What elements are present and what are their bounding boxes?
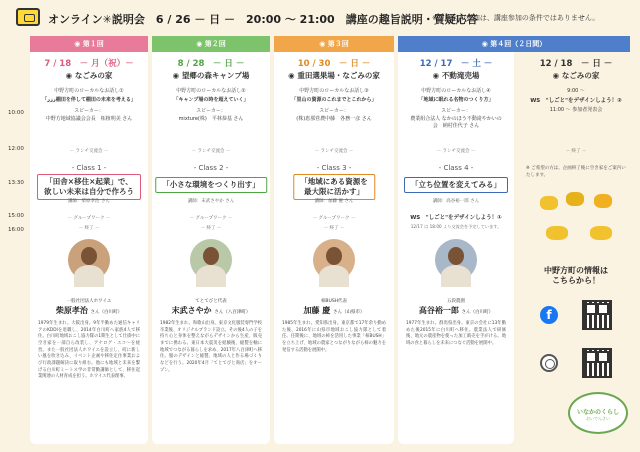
session-4-class-title: 「立ち位置を変えてみる」 <box>404 177 508 193</box>
day2-workshop: WS "しごと"をデザインしよう！② <box>530 98 622 104</box>
session-3-header: ◉ 第３回 <box>274 36 394 52</box>
session-4-column <box>398 36 547 444</box>
day2-finish: － 終了 － <box>565 149 587 154</box>
day2-venue: ◉ なごみの家 <box>552 71 600 80</box>
session-2-speaker: mixture(株) 平林恭基 さん <box>178 116 244 122</box>
dog-illustration <box>590 226 612 240</box>
session-1-lecturer: 講師：柴原孝治 さん <box>68 199 110 204</box>
session-3-class-title: 「地域にある資源を 最大限に活かす」 <box>293 174 375 200</box>
day2-presentation: 11:00 ～ 参加者発表会 <box>549 107 603 113</box>
time-label-1500: 15:00 <box>8 213 24 219</box>
session-4-speaker-label: スピーカー： <box>441 108 471 114</box>
session-1-talk-title: 「ززز棚田を伴して棚田の未来を考える」 <box>42 97 136 103</box>
session-3-talk-title: 「里山の資源のこれまでとこれから」 <box>291 97 377 103</box>
session-2-lecturer-name: 末武さやか さん（八百津町） <box>171 306 251 315</box>
online-briefing-title: オンライン✳説明会 6 / 26 － 日 － 20:00 ～ 21:00 講座の趣旨説明・質疑応答 <box>48 13 478 26</box>
session-4-class-label: - Class 4 - <box>438 164 474 172</box>
session-2-lecturer: 講師：末武さやか さん <box>187 199 235 204</box>
time-label-1000: 10:00 <box>8 110 24 116</box>
session-1-date: 7 / 18 － 月（祝）－ <box>44 59 134 69</box>
session-1-finish: － 終了 － <box>78 226 100 231</box>
gourd-illustration <box>566 192 584 206</box>
session-4-lunch: － ランチ交流会 － <box>436 149 476 154</box>
tv-icon <box>16 8 40 26</box>
session-3-speaker: (株)恵那営農中藤 各務一彦 さん <box>296 116 372 122</box>
day2-time: 9:00 ～ <box>567 88 585 94</box>
session-4-lecturer: 講師：高谷裕一郎 さん <box>432 199 480 204</box>
inaka-no-kurashi-logo: いなかのくらし おいでんさい <box>568 392 628 434</box>
session-3-speaker-label: スピーカー： <box>319 108 349 114</box>
session-1-speaker-label: スピーカー： <box>74 108 104 114</box>
fruit-illustration <box>540 196 558 210</box>
session-1-column <box>30 36 148 444</box>
session-2-lecturer-photo <box>190 239 232 281</box>
session-4-day2-column <box>518 36 634 444</box>
session-3-date: 10 / 30 － 日 － <box>297 59 371 69</box>
session-4-lecturer-photo <box>435 239 477 281</box>
session-2-class-label: - Class 2 - <box>193 164 229 172</box>
session-4-talk-intro: 中野方町のローカルなお話し④ <box>421 88 491 94</box>
session-1-class-title: 「田舎×移住×起業」で、 欲しい未来は自分で作ろう <box>37 174 141 200</box>
session-2-talk-intro: 中野方町のローカルなお話し② <box>176 88 246 94</box>
session-3-lecturer-name: 加藤 慶 さん（山県市） <box>303 306 365 315</box>
session-1-speaker: 中野方地域協議会会長 柘植明美 さん <box>45 116 133 122</box>
website-qr-code <box>582 348 612 378</box>
session-2-class-title: 「小さな環境をつくり出す」 <box>155 177 267 193</box>
session-2-header: ◉ 第２回 <box>152 36 270 52</box>
session-3-column <box>274 36 394 444</box>
website-icon[interactable] <box>540 354 558 372</box>
person-illustration <box>594 194 612 208</box>
day2-note: ※ ご希望の方は、企画終了後に空き家をご案内いたします。 <box>526 166 626 178</box>
header-bar <box>0 0 640 36</box>
session-3-lecturer: 講師：加藤 慶 さん <box>314 199 354 204</box>
session-4-speaker: 農業組合法人 なかのほう不動滝やかいの会 納村佳代子 さん <box>410 116 502 129</box>
time-label-1200: 12:00 <box>8 146 24 152</box>
session-4-venue: ◉ 不動滝売場 <box>432 71 480 80</box>
day2-date: 12 / 18 － 日 － <box>539 59 613 69</box>
session-3-lecturer-bio: 1985年生まれ。愛知県出身。東京都で17年余り勤めた後、2016年に山県市地域おこし協力隊として着任。任期後に、地域の柿を活用した事業「柿BUSH」を立ち上げ、地域の農家とつながりながら柿の魅力を発信する活動を展開中。 <box>282 321 386 353</box>
session-3-lecturer-photo <box>313 239 355 281</box>
session-2-lecturer-bio: 1982年生まれ。和歌山出身。東京文化服装専門学校卒業後、オリジナルブランド設立。その後4人の子を持ち心と身体を整えながらデザインから生産、販売までに携わる。東日本大震災を経験後、縫製を軸に地域でつながる暮らしを求め、2017年八百津町へ移住。服のデザインと縫製、地域の人と作る場づくりなどを行う。2020年4月「てとてびと商店」をオープン。 <box>160 321 262 373</box>
session-2-column <box>152 36 270 444</box>
briefing-note: ※説明会の参加は、講座参加の条件ではありません。 <box>432 14 600 22</box>
session-4-talk-title: 「地域に眠れる名物のつくり方」 <box>418 97 494 103</box>
session-1-talk-intro: 中野方町のローカルなお話し① <box>54 88 124 94</box>
session-4-date: 12 / 17 － 土 － <box>419 59 493 69</box>
session-3-groupwork: － グループワーク － <box>312 216 356 221</box>
session-2-venue: ◉ 望郷の森キャンプ場 <box>172 71 250 80</box>
session-2-date: 8 / 28 － 日 － <box>177 59 245 69</box>
session-3-class-label: - Class 3 - <box>316 164 352 172</box>
session-3-talk-intro: 中野方町のローカルなお話し③ <box>299 88 369 94</box>
session-4-lecturer-org: 五段農園 <box>447 299 465 304</box>
facebook-icon[interactable]: f <box>540 306 558 324</box>
session-4-lecturer-name: 高谷裕一郎 さん（白川町） <box>418 306 494 315</box>
session-1-venue: ◉ なごみの家 <box>65 71 113 80</box>
session-3-lecturer-org: 柿BUSH代表 <box>320 299 348 304</box>
session-1-lunch: － ランチ交流会 － <box>69 149 109 154</box>
session-2-talk-title: 「キャンプ場の時を超えていく」 <box>173 97 249 103</box>
info-heading: 中野方町の情報は こちらから！ <box>544 266 608 286</box>
session-4-workshop-note: 12/17 は 18:00 より交流会を予定しています。 <box>410 224 502 229</box>
session-1-groupwork: － グループワーク － <box>67 216 111 221</box>
time-label-1600: 16:00 <box>8 227 24 233</box>
session-1-lecturer-bio: 1979年生まれ。大阪出身。9年半勤めた通信キャリアのKDDIを退職し、2014年白川町へ家族4人で移住。白川町地域おこし協力隊の1期生として仕掛中に空き家を一部自ら改装し、アナログ・エコ〜を経営。また一般社団法人ホワイエを設立し、町に新しい風を吹き込み、イベント企画や移住定住事業および行政課題解決に取り組む。他にも地域と未来を繋げる白川町ミートス学の非常勤講師として、移住起業関連の人材育成を担う。ホワイエ代表理事。 <box>38 321 140 380</box>
session-3-venue: ◉ 重田選果場・なごみの家 <box>288 71 380 80</box>
session-1-lecturer-photo <box>68 239 110 281</box>
session-1-header: ◉ 第１回 <box>30 36 148 52</box>
session-2-speaker-label: スピーカー： <box>196 108 226 114</box>
session-1-lecturer-org: 一般社団法人ホワイエ <box>66 299 112 304</box>
session-2-lunch: － ランチ交流会 － <box>191 149 231 154</box>
facebook-qr-code <box>582 300 612 330</box>
session-4-header: ◉ 第４回（２日間） <box>398 36 630 52</box>
session-4-lecturer-bio: 1977年生まれ。群馬県出身。東京の会社に13年勤めた後2015年に白川町へ移住。農業法人で研修後、地元の農産物を使った加工販売を手がける。地域の食と暮らしを未来につなぐ活動を展開中。 <box>406 321 506 346</box>
session-2-finish: － 終了 － <box>200 226 222 231</box>
session-3-lunch: － ランチ交流会 － <box>314 149 354 154</box>
session-1-lecturer-name: 柴原孝治 さん（白川町） <box>55 306 123 315</box>
session-4-workshop: WS "しごと"をデザインしよう！① <box>410 215 502 221</box>
truck-illustration <box>546 226 568 240</box>
session-2-lecturer-org: てとてびと代表 <box>195 299 227 304</box>
time-label-1330: 13:30 <box>8 180 24 186</box>
session-1-class-label: - Class 1 - <box>71 164 107 172</box>
session-3-finish: － 終了 － <box>323 226 345 231</box>
session-2-groupwork: － グループワーク － <box>189 216 233 221</box>
